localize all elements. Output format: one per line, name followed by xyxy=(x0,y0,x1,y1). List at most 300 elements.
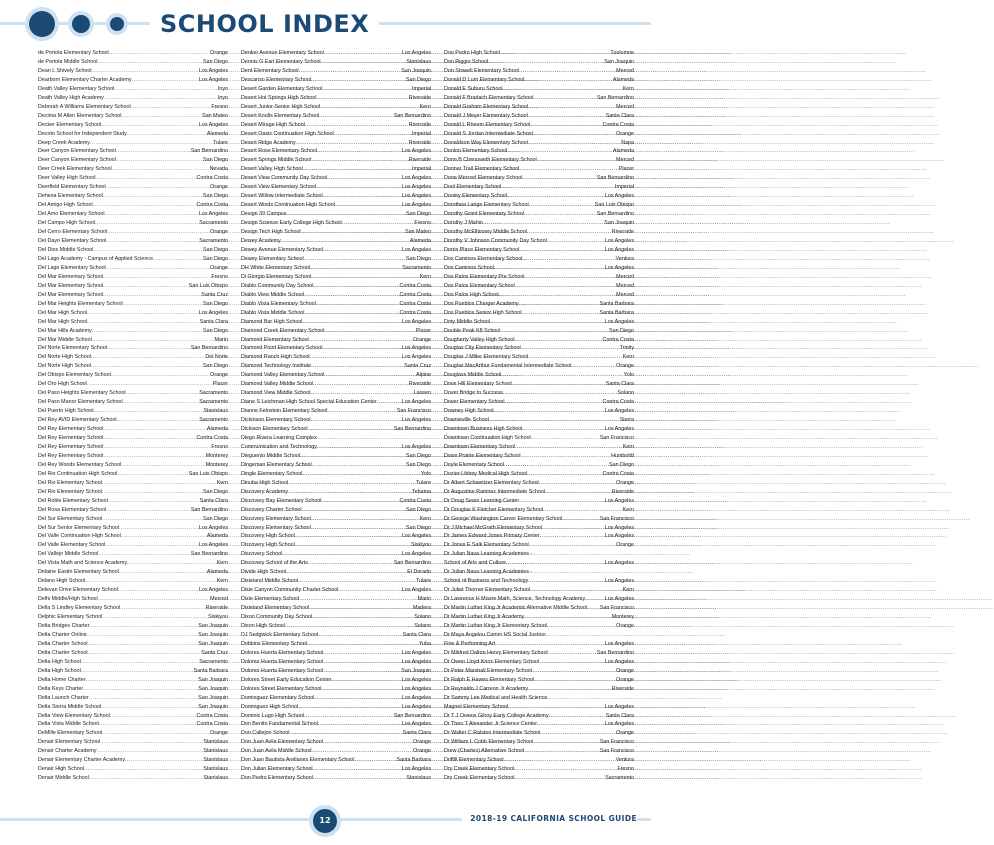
index-entry xyxy=(38,622,228,631)
index-entry xyxy=(38,174,228,183)
index-entry xyxy=(241,130,431,139)
index-entry xyxy=(38,121,228,130)
county-name: Tulare xyxy=(213,139,228,146)
dot-leader xyxy=(322,685,401,694)
county-name: Ventura xyxy=(615,757,634,764)
school-name: Denair Charter Academy xyxy=(38,748,97,755)
dot-leader xyxy=(89,774,203,783)
index-entry xyxy=(38,703,228,712)
index-entry xyxy=(241,685,431,694)
index-entry xyxy=(38,255,228,264)
school-name: Del Mar Elementary School xyxy=(38,273,104,280)
school-name: Diamond Valley Middle School xyxy=(241,381,314,388)
school-name: Dos Palos Elementary School xyxy=(444,282,515,289)
school-name: Dixieland Elementary School xyxy=(241,605,310,612)
county-name: Los Angeles xyxy=(604,640,634,647)
school-name: Dr Doug Sears Learning Center xyxy=(444,497,520,504)
county-name: San Diego xyxy=(406,255,431,262)
school-name: Communication and Technology xyxy=(241,443,317,450)
dot-leader xyxy=(318,631,402,640)
county-name: Inyo xyxy=(217,85,228,92)
school-name: Dingle Elementary School xyxy=(241,470,303,477)
index-entry xyxy=(38,353,228,362)
index-entry xyxy=(444,76,634,85)
school-name: de Portola Middle School xyxy=(38,58,98,65)
county-name: Riverside xyxy=(611,229,634,236)
school-name: Dean L Shively School xyxy=(38,67,92,74)
county-name: San Diego xyxy=(203,515,228,522)
school-name: Dos Caminos School xyxy=(444,264,494,271)
school-name: Dr Peter Marshall Elementary School xyxy=(444,667,532,674)
index-entry xyxy=(241,407,431,416)
dot-leader xyxy=(494,264,604,273)
school-name: Donaldson Way Elementary School xyxy=(444,139,528,146)
index-entry xyxy=(241,94,431,103)
county-name: Tulare xyxy=(416,479,431,486)
dot-leader xyxy=(313,380,408,389)
dot-leader xyxy=(103,452,204,461)
dot-leader xyxy=(289,729,401,738)
school-name: Discovery High School xyxy=(241,542,295,549)
county-name: Merced xyxy=(616,67,634,74)
index-entry xyxy=(38,156,228,165)
school-name: Drew (Charles) Alternative School xyxy=(444,748,525,755)
dot-leader xyxy=(116,147,190,156)
index-entry xyxy=(444,649,634,658)
index-entry xyxy=(241,667,431,676)
index-entry xyxy=(241,756,431,765)
school-name: Descanso Elementary School xyxy=(241,76,312,83)
dot-leader xyxy=(549,712,605,721)
school-name: Don Benito Fundamental School xyxy=(241,721,318,728)
county-name: Orange xyxy=(210,264,228,271)
school-name: Dixie Canyon Community Charter School xyxy=(241,587,339,594)
dot-leader xyxy=(522,309,599,318)
county-name: Fresno xyxy=(414,220,431,227)
school-name: Denair Elementary School xyxy=(38,739,101,746)
index-entry xyxy=(241,228,431,237)
index-entry xyxy=(241,85,431,94)
school-name: Dry Creek Elementary School xyxy=(444,775,515,782)
school-name: Dos Pueblos Charger Academy xyxy=(444,300,519,307)
dot-leader xyxy=(531,434,599,443)
county-name: Solano xyxy=(414,623,431,629)
school-name: Discovery Elementary School xyxy=(241,515,311,522)
index-entry xyxy=(444,264,634,273)
county-name: Los Angeles xyxy=(401,658,431,665)
school-name: Deer Canyon Elementary School xyxy=(38,148,116,155)
index-entry xyxy=(38,497,228,506)
county-name: San Diego xyxy=(203,246,228,253)
county-name: Los Angeles xyxy=(604,408,634,415)
index-entry xyxy=(38,85,228,94)
county-name: Contra Costa xyxy=(602,399,634,406)
county-name: Yuba xyxy=(418,640,431,647)
school-name: Diamond Creek Elementary School xyxy=(241,327,325,334)
index-entry xyxy=(241,201,431,210)
school-name: Donald J Meyer Elementary School xyxy=(444,112,528,119)
school-name: Dr Martin Luther King Jr Academy xyxy=(444,614,525,621)
county-name: Santa Barbara xyxy=(396,757,431,764)
dot-leader xyxy=(110,712,196,721)
county-name: Sacramento xyxy=(199,417,228,424)
school-name: Dearborn Elementary Charter Academy xyxy=(38,76,132,83)
school-name: Dianne Feinstein Elementary School xyxy=(241,408,328,415)
dot-leader xyxy=(98,550,190,559)
dot-leader xyxy=(312,613,413,622)
index-entry xyxy=(38,264,228,273)
index-entry xyxy=(241,550,431,559)
index-entry xyxy=(38,380,228,389)
dot-leader xyxy=(119,524,198,533)
school-name: Don Riggio School xyxy=(444,58,489,65)
dot-leader xyxy=(324,327,414,336)
index-entry xyxy=(444,604,634,613)
county-name: Merced xyxy=(616,103,634,110)
school-name: Donald E Suburu School xyxy=(444,85,503,92)
county-name: Los Angeles xyxy=(401,766,431,773)
school-name: Dr James Edward Jones Primary Center xyxy=(444,533,540,540)
county-name: Yolo xyxy=(420,470,431,477)
index-entry xyxy=(38,49,228,58)
dot-leader xyxy=(311,273,419,282)
index-entry xyxy=(241,327,431,336)
index-entry xyxy=(241,559,431,568)
index-entry xyxy=(444,461,634,470)
school-name: Downtown Business High School xyxy=(444,426,523,433)
dot-leader xyxy=(305,121,408,130)
school-name: Dolores Huerta Elementary School xyxy=(241,649,324,656)
dot-leader xyxy=(521,344,619,353)
dot-leader xyxy=(515,443,621,452)
county-name: San Mateo xyxy=(202,112,228,119)
dot-leader xyxy=(103,273,210,282)
index-entry xyxy=(38,738,228,747)
index-entry xyxy=(38,318,228,327)
school-name: Del Dayo Elementary School xyxy=(38,238,107,245)
page-header xyxy=(0,0,651,48)
school-name: Denair High School xyxy=(38,766,85,773)
index-entry xyxy=(444,371,634,380)
school-name: Dos Caminos Elementary School xyxy=(444,255,523,262)
school-name: Dr Sammy Lee Medical and Health Science xyxy=(444,694,548,701)
county-name: Alameda xyxy=(206,569,228,576)
index-entry xyxy=(241,452,431,461)
index-entry xyxy=(38,183,228,192)
dot-leader xyxy=(528,103,615,112)
dot-leader xyxy=(285,622,413,631)
dot-leader xyxy=(519,165,617,174)
county-name: Alameda xyxy=(206,130,228,137)
dot-leader xyxy=(106,506,190,515)
county-name: San Diego xyxy=(203,488,228,495)
dot-leader xyxy=(99,720,196,729)
index-entry xyxy=(241,103,431,112)
county-name: Contra Costa xyxy=(196,721,228,728)
index-entry xyxy=(444,228,634,237)
index-entry xyxy=(38,586,228,595)
school-name: Dos Palos Elementary Pre School xyxy=(444,273,525,280)
school-name: Dr Jonas E Salk Elementary School xyxy=(444,542,529,549)
school-name: Dove Hill Elementary School xyxy=(444,381,512,388)
dot-leader xyxy=(296,139,408,148)
school-name: Donald S Jordan Intermediate School xyxy=(444,130,533,137)
county-name: Orange xyxy=(413,748,431,755)
county-name: Santa Cruz xyxy=(201,291,228,298)
dot-leader xyxy=(311,524,405,533)
index-entry xyxy=(241,371,431,380)
county-name: Riverside xyxy=(408,94,431,101)
dot-leader xyxy=(501,183,614,192)
school-name: Dos Pueblos Senior High School xyxy=(444,309,522,316)
school-name: Del Rio Continuation High School xyxy=(38,470,118,477)
dot-leader xyxy=(524,613,611,622)
school-name: Don Pedro High School xyxy=(444,50,500,56)
page-number: 12 xyxy=(313,809,337,833)
index-entry xyxy=(241,237,431,246)
index-entry xyxy=(444,729,634,738)
dot-leader xyxy=(93,201,196,210)
county-name: Kern xyxy=(419,273,431,280)
dot-leader xyxy=(528,353,621,362)
school-name: Donlon Elementary School xyxy=(444,148,508,155)
dot-leader xyxy=(528,685,611,694)
dot-leader xyxy=(307,640,418,649)
school-name: Donald D Lum Elementary School xyxy=(444,76,525,83)
county-name: Santa Cruz xyxy=(201,649,228,656)
index-entry xyxy=(241,183,431,192)
county-name: Kern xyxy=(216,479,228,486)
school-name: Denair Elementary Charter Academy xyxy=(38,757,126,764)
index-entry xyxy=(444,738,634,747)
dot-leader xyxy=(309,604,412,613)
county-name: Stanislaus xyxy=(203,408,228,415)
county-name: San Diego xyxy=(203,157,228,164)
index-entry xyxy=(38,165,228,174)
school-name: Donald L Rheem Elementary School xyxy=(444,121,531,128)
index-entry xyxy=(444,541,634,550)
dot-leader xyxy=(514,765,616,774)
index-entry xyxy=(38,389,228,398)
county-name: Kern xyxy=(622,587,634,594)
index-entry xyxy=(241,362,431,371)
county-name: Orange xyxy=(210,730,228,737)
county-name: Stanislaus xyxy=(406,775,431,782)
school-name: Desert Springs Middle School xyxy=(241,157,312,164)
county-name: San Bernardino xyxy=(596,211,634,218)
index-entry xyxy=(38,371,228,380)
dot-leader xyxy=(89,622,197,631)
county-name: San Joaquin xyxy=(198,676,228,683)
county-name: San Francisco xyxy=(599,515,634,522)
county-name: San Bernardino xyxy=(393,712,431,719)
dot-leader xyxy=(524,747,599,756)
county-name: Stanislaus xyxy=(203,766,228,773)
dot-leader xyxy=(316,300,399,309)
county-name: Los Angeles xyxy=(604,497,634,504)
school-name: School of Arts and Culture xyxy=(444,560,507,567)
index-entry xyxy=(444,174,634,183)
county-name: Los Angeles xyxy=(604,578,634,585)
dot-leader xyxy=(123,300,202,309)
county-name: Riverside xyxy=(205,605,228,612)
county-name: San Diego xyxy=(406,461,431,468)
index-entry xyxy=(38,577,228,586)
dot-leader xyxy=(327,174,401,183)
index-entry xyxy=(241,541,431,550)
index-entry xyxy=(444,309,634,318)
dot-leader xyxy=(91,362,202,371)
dot-leader xyxy=(107,344,190,353)
school-name: Magnet Elementary School xyxy=(444,703,509,710)
index-entry xyxy=(38,94,228,103)
dot-leader xyxy=(540,532,604,541)
school-name: Doty Middle School xyxy=(444,318,491,325)
dot-leader xyxy=(533,738,599,747)
dot-leader xyxy=(85,577,215,586)
index-entry xyxy=(444,210,634,219)
dot-leader xyxy=(323,667,400,676)
school-name: Del Lago Academy - Campus of Applied Science xyxy=(38,255,153,262)
index-entry xyxy=(444,685,634,694)
dot-leader xyxy=(105,210,198,219)
school-name: Diamond Technology Institute xyxy=(241,363,312,370)
school-name: Desert Hot Springs High School xyxy=(241,94,317,101)
county-name: Placer xyxy=(618,166,634,173)
dot-leader xyxy=(324,49,401,58)
index-entry xyxy=(444,246,634,255)
index-entry xyxy=(444,425,634,434)
dot-leader xyxy=(519,300,599,309)
index-entry xyxy=(444,613,634,622)
dot-leader xyxy=(103,443,210,452)
index-entry xyxy=(38,103,228,112)
county-name: San Diego xyxy=(203,58,228,65)
index-entry xyxy=(444,273,634,282)
index-entry xyxy=(38,130,228,139)
dot-leader xyxy=(298,577,415,586)
index-entry xyxy=(444,389,634,398)
index-entry xyxy=(444,658,634,667)
school-name: Design Science Early College High School xyxy=(241,220,342,227)
school-name: Delaine Eastin Elementary School xyxy=(38,569,119,576)
index-entry xyxy=(241,524,431,533)
index-entry xyxy=(241,434,431,443)
index-entry xyxy=(241,219,431,228)
dot-leader xyxy=(90,139,212,148)
school-name: Del Mar Elementary School xyxy=(38,282,104,289)
school-name: Del Rey Elementary School xyxy=(38,443,104,450)
school-name: Del Rey Elementary School xyxy=(38,434,104,441)
school-name: Del Rey Woods Elementary School xyxy=(38,461,122,468)
school-name: Dorothy McElhinney Middle School xyxy=(444,229,527,236)
school-name: Dos Palos High School xyxy=(444,291,499,298)
county-name: San Diego xyxy=(203,193,228,200)
dot-leader xyxy=(533,94,595,103)
dot-leader xyxy=(506,559,604,568)
county-name: Fresno xyxy=(211,273,228,280)
school-name: Del Norte High School xyxy=(38,363,91,370)
index-entry xyxy=(444,255,634,264)
school-name: Dr William L Cobb Elementary School xyxy=(444,739,534,746)
school-name: Del Paso Manor Elementary School xyxy=(38,399,123,406)
county-name: Contra Costa xyxy=(399,282,431,289)
dot-leader xyxy=(519,497,604,506)
index-entry xyxy=(241,586,431,595)
county-name: Santa Clara xyxy=(605,112,634,119)
school-name: Diamond Valley Elementary School xyxy=(241,372,325,379)
index-entry xyxy=(444,703,634,712)
county-name: Riverside xyxy=(611,685,634,692)
dot-leader xyxy=(101,703,197,712)
dot-leader xyxy=(521,452,611,461)
school-name: Discovery Elementary School xyxy=(241,524,311,531)
school-name: Donald Graham Elementary School xyxy=(444,103,529,110)
dot-leader xyxy=(303,318,401,327)
dot-leader xyxy=(514,774,604,783)
page-title: SCHOOL INDEX xyxy=(150,7,379,41)
county-name: Riverside xyxy=(408,381,431,388)
school-name: Dr Walter C Ralston Intermediate School xyxy=(444,730,541,737)
index-entry xyxy=(38,147,228,156)
county-name: Stanislaus xyxy=(406,58,431,65)
school-name: Del Valle Elementary School xyxy=(38,542,106,549)
dot-leader xyxy=(118,586,198,595)
school-name: Diamond Elementary School xyxy=(241,336,309,343)
county-name: Orange xyxy=(413,739,431,746)
dot-leader xyxy=(495,640,604,649)
county-name: Los Angeles xyxy=(401,318,431,325)
dot-leader xyxy=(539,658,604,667)
dot-leader xyxy=(525,76,612,85)
county-name: Tehama xyxy=(411,488,431,495)
index-entry xyxy=(241,112,431,121)
dot-leader xyxy=(507,147,612,156)
school-name: Dewey Elementary School xyxy=(241,255,304,262)
county-name: San Joaquin xyxy=(198,694,228,701)
dot-leader xyxy=(295,532,401,541)
school-name: Desert Valley High School xyxy=(241,166,303,173)
county-name: San Francisco xyxy=(599,434,634,441)
dot-leader xyxy=(377,398,401,407)
county-name: Imperial xyxy=(411,166,431,173)
dot-leader xyxy=(87,309,198,318)
dot-leader xyxy=(84,765,202,774)
county-name: Del Norte xyxy=(205,354,228,361)
county-name: San Joaquin xyxy=(401,67,431,74)
dot-leader xyxy=(102,488,202,497)
county-name: Los Angeles xyxy=(198,542,228,549)
index-entry xyxy=(241,488,431,497)
county-name: Contra Costa xyxy=(196,434,228,441)
dot-leader xyxy=(585,595,604,604)
county-name: Los Angeles xyxy=(401,694,431,701)
school-name: Dr Lawrence H Moore Math, Science, Technology Academy xyxy=(444,596,585,603)
index-entry xyxy=(38,228,228,237)
county-name: Los Angeles xyxy=(604,318,634,325)
county-name: Santa Barbara xyxy=(193,667,228,674)
dot-leader xyxy=(88,640,198,649)
dot-leader xyxy=(102,515,202,524)
dot-leader xyxy=(153,255,202,264)
dot-leader xyxy=(299,67,401,76)
county-name: Napa xyxy=(621,139,634,146)
index-entry xyxy=(241,649,431,658)
county-name: Orange xyxy=(616,542,634,549)
school-name: Dingeman Elementary School xyxy=(241,461,312,468)
county-name: San Joaquin xyxy=(198,631,228,638)
index-column-2 xyxy=(241,49,431,794)
